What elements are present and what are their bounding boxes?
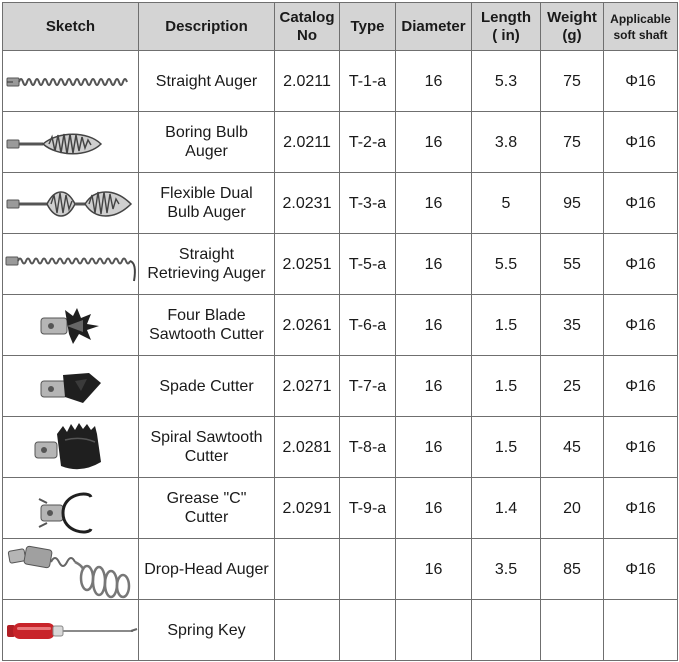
description-cell [139,417,275,478]
weight-cell: 45 [541,417,604,478]
table-row [3,539,678,600]
shaft-cell: Φ16 [604,539,678,600]
header-length-line-1: Length [481,8,531,26]
boring-bulb-auger-icon [3,113,139,172]
table-row [3,51,678,112]
shaft-cell: Φ16 [604,173,678,234]
description-line: Straight [178,246,235,263]
shaft-cell: Φ16 [604,417,678,478]
weight-cell: 55 [541,234,604,295]
flexible-dual-bulb-auger-icon [3,174,139,233]
length-cell [472,600,541,661]
table-row [3,478,678,539]
shaft-cell: Φ16 [604,356,678,417]
length-cell: 5 [472,173,541,234]
weight-cell: 95 [541,173,604,234]
type-cell: T-8-a [340,417,396,478]
length-cell: 3.5 [472,539,541,600]
header-sketch: Sketch [3,3,139,51]
table-row [3,295,678,356]
diameter-cell: 16 [396,478,472,539]
description-line: Flexible Dual [160,185,253,202]
description-line: Retrieving Auger [147,265,266,282]
description-cell [139,295,275,356]
header-catalog-line-1: Catalog [279,8,335,26]
description-line: Cutter [184,448,229,465]
straight-retrieving-auger-icon [3,235,139,294]
diameter-cell: 16 [396,173,472,234]
catalog-cell: 2.0211 [275,51,340,112]
drop-head-auger-icon [3,540,139,599]
type-cell: T-5-a [340,234,396,295]
sketch-cell [3,112,139,173]
header-weight-line-1: Weight [547,8,597,26]
catalog-cell: 2.0291 [275,478,340,539]
description-line: Spring Key [167,621,246,639]
catalog-cell: 2.0251 [275,234,340,295]
header-catalog [275,3,340,51]
description-line: Grease "C" [166,490,247,507]
header-weight [541,3,604,51]
grease-c-cutter-icon [3,479,139,538]
length-cell: 5.3 [472,51,541,112]
catalog-cell: 2.0261 [275,295,340,356]
type-cell: T-6-a [340,295,396,356]
shaft-cell [604,600,678,661]
diameter-cell: 16 [396,295,472,356]
length-cell: 1.4 [472,478,541,539]
catalog-cell: 2.0271 [275,356,340,417]
table-row [3,417,678,478]
catalog-cell [275,539,340,600]
length-cell: 3.8 [472,112,541,173]
header-length [472,3,541,51]
description-cell [139,539,275,600]
catalog-cell: 2.0211 [275,112,340,173]
type-cell [340,539,396,600]
spade-cutter-icon [3,357,139,416]
length-cell: 1.5 [472,417,541,478]
header-shaft [604,3,678,51]
description-line: Bulb Auger [167,204,246,221]
description-cell [139,112,275,173]
description-line: Cutter [184,509,229,526]
weight-cell: 75 [541,112,604,173]
description-line: Straight Auger [155,72,258,90]
sketch-cell [3,417,139,478]
type-cell: T-9-a [340,478,396,539]
description-line: Boring Bulb [165,124,248,141]
length-cell: 1.5 [472,295,541,356]
spiral-sawtooth-cutter-icon [3,418,139,477]
shaft-cell: Φ16 [604,478,678,539]
type-cell: T-1-a [340,51,396,112]
description-line: Spiral Sawtooth [150,429,263,446]
diameter-cell [396,600,472,661]
description-cell [139,356,275,417]
spec-table [2,2,678,661]
description-line: Sawtooth Cutter [149,326,264,343]
diameter-cell: 16 [396,417,472,478]
sketch-cell [3,51,139,112]
weight-cell: 25 [541,356,604,417]
header-weight-line-2: (g) [562,26,582,44]
header-description: Description [139,3,275,51]
table-row [3,234,678,295]
sketch-cell [3,356,139,417]
diameter-cell: 16 [396,234,472,295]
description-cell [139,173,275,234]
table-row [3,173,678,234]
weight-cell: 75 [541,51,604,112]
diameter-cell: 16 [396,51,472,112]
catalog-cell [275,600,340,661]
description-cell [139,478,275,539]
length-cell: 5.5 [472,234,541,295]
sketch-cell [3,295,139,356]
description-cell [139,600,275,661]
shaft-cell: Φ16 [604,112,678,173]
weight-cell [541,600,604,661]
sketch-cell [3,173,139,234]
description-line: Auger [185,143,228,160]
description-line: Drop-Head Auger [144,560,269,578]
straight-auger-icon [3,52,139,111]
header-length-line-2: ( in) [492,26,520,44]
type-cell: T-2-a [340,112,396,173]
shaft-cell: Φ16 [604,295,678,356]
sketch-cell [3,234,139,295]
length-cell: 1.5 [472,356,541,417]
diameter-cell: 16 [396,539,472,600]
description-cell [139,51,275,112]
type-cell: T-7-a [340,356,396,417]
shaft-cell: Φ16 [604,234,678,295]
description-line: Four Blade [167,307,246,324]
catalog-cell: 2.0231 [275,173,340,234]
four-blade-sawtooth-cutter-icon [3,296,139,355]
spring-key-screwdriver-icon [3,601,139,660]
header-shaft-line-2: soft shaft [613,27,668,42]
header-diameter: Diameter [396,3,472,51]
table-row [3,356,678,417]
shaft-cell: Φ16 [604,51,678,112]
weight-cell: 20 [541,478,604,539]
sketch-cell [3,539,139,600]
diameter-cell: 16 [396,356,472,417]
diameter-cell: 16 [396,112,472,173]
weight-cell: 85 [541,539,604,600]
table-row [3,112,678,173]
sketch-cell [3,478,139,539]
catalog-cell: 2.0281 [275,417,340,478]
type-cell [340,600,396,661]
sketch-cell [3,600,139,661]
description-cell [139,234,275,295]
type-cell: T-3-a [340,173,396,234]
table-row [3,600,678,661]
header-catalog-line-2: No [297,26,317,44]
header-row [3,3,678,51]
description-line: Spade Cutter [159,377,254,395]
weight-cell: 35 [541,295,604,356]
header-shaft-line-1: Applicable [610,11,671,26]
header-type: Type [340,3,396,51]
